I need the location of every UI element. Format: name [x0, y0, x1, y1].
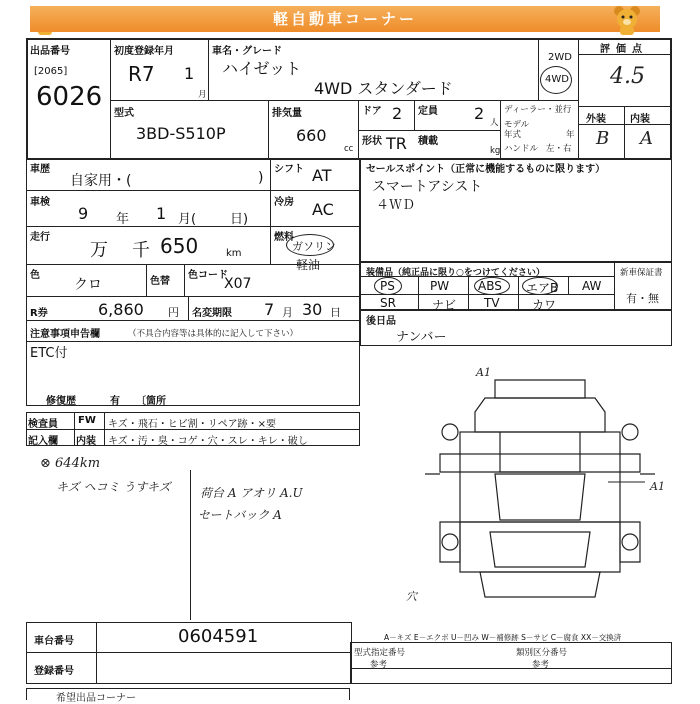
cert-sub-1: 参考 [370, 660, 388, 670]
model-value: 3BD-S510P [136, 124, 226, 143]
equip-airbag: エアB [526, 281, 559, 295]
inspector-r1-items: キズ・飛石・ヒビ割・リペア跡・×要 [108, 419, 276, 430]
inspector-r1-type: FW [78, 415, 96, 426]
cert-label-2: 類別区分番号 [516, 648, 568, 658]
name-change-day-unit: 日 [330, 306, 341, 319]
equip-tv: TV [484, 296, 500, 310]
name-change-label: 名変期限 [192, 308, 232, 319]
inspection-day-unit: 日) [230, 212, 249, 227]
mileage-man: 万 [90, 240, 108, 261]
capacity-value: 2 [474, 104, 485, 123]
score-value: 4.5 [610, 64, 645, 89]
body-value: TR [386, 134, 407, 153]
inspection-year: 9 [78, 204, 89, 223]
mileage-unit: km [226, 248, 242, 259]
score-label: 評価点 [600, 44, 648, 55]
equip-abs: ABS [478, 279, 502, 293]
doors-label: ドア [362, 106, 382, 117]
color-kind-label: 色替 [150, 276, 170, 287]
equip-leather: カワ [532, 298, 557, 312]
car-label: 車名・グレード [212, 46, 282, 57]
fuel-label: 燃料 [274, 232, 294, 243]
reg-month: 1 [184, 64, 195, 83]
ac-value: AC [312, 200, 334, 219]
equip-sr: SR [380, 296, 396, 310]
handnote-4: セートバック A [198, 508, 282, 522]
recycle-value: 有・無 [626, 292, 659, 305]
reg-month-unit: 月 [198, 90, 207, 100]
color-label: 色 [30, 270, 40, 281]
inspection-label: 車検 [30, 197, 50, 208]
equip-airbag-circle [522, 277, 558, 295]
equip-ps: PS [380, 279, 395, 293]
capacity-unit: 人 [490, 118, 499, 128]
color-code: X07 [224, 276, 252, 292]
inspector-r2-items: キズ・汚・臭・コゲ・穴・スレ・キレ・破し [108, 436, 308, 447]
ac-label: 冷房 [274, 197, 294, 208]
cert-sub-2: 参考 [532, 660, 550, 670]
dealer-year-unit: 年 [566, 130, 575, 140]
capacity-label: 定員 [418, 106, 438, 117]
inspection-month: 1 [156, 204, 167, 223]
notes-line1: ETC付 [30, 346, 68, 361]
exterior-value: B [596, 128, 610, 149]
equip-pw: PW [430, 279, 450, 293]
color-value: クロ [74, 277, 102, 293]
inspection-month-unit: 月( [178, 212, 197, 227]
car-damage-diagram [420, 362, 660, 612]
mileage-sen: 千 [132, 240, 150, 261]
chassis-value: 0604591 [178, 626, 259, 647]
reg-year: R7 [128, 62, 155, 86]
repair-value: 有 [110, 396, 120, 407]
sales-point-line2: ４ＷＤ [376, 198, 416, 213]
history-label: 車歴 [30, 164, 50, 175]
diagram-mark-3: 穴 [406, 590, 417, 603]
mileage-label: 走行 [30, 232, 50, 243]
loading-unit: kg [490, 146, 501, 156]
diagram-mark-2: A1 [650, 480, 665, 493]
displacement-value: 660 [296, 126, 327, 145]
name-change-month: 7 [264, 300, 275, 319]
name-change-day: 30 [302, 300, 323, 319]
registration-label: 登録番号 [34, 666, 74, 677]
diagram-mark-1: A1 [476, 366, 491, 379]
inspector-r1-label: 検査員 [28, 419, 58, 430]
sales-point-line1: スマートアシスト [372, 179, 483, 195]
loading-label: 積載 [418, 136, 438, 147]
lot-small: [2065] [34, 66, 68, 77]
fuel-diesel: 軽油 [296, 258, 321, 272]
legend: A－キズ E－エクボ U－凹み W－補修跡 S－サビ C－腐食 XX－交換済 [384, 633, 622, 642]
displacement-unit: cc [344, 144, 354, 154]
car-grade: 4WD スタンダード [314, 79, 453, 98]
equip-ps-circle [374, 277, 402, 295]
inspector-r2-label: 記入欄 [28, 436, 58, 447]
drive-4wd: 4WD [545, 74, 569, 85]
drive-2wd: 2WD [548, 52, 572, 63]
dealer-handle-label: ハンドル [504, 144, 539, 154]
exterior-label: 外装 [586, 114, 606, 125]
displacement-label: 排気量 [272, 108, 302, 119]
interior-value: A [640, 128, 653, 149]
name-change-month-unit: 月 [282, 306, 293, 319]
attachments-value: ナンバー [396, 330, 447, 345]
handnote-2: キズ ヘコミ うすキズ [56, 480, 171, 494]
bear-icon-right [612, 4, 642, 36]
history-close: ) [258, 170, 264, 186]
notes-label: 注意事項申告欄 [30, 329, 100, 340]
r-ticket-unit: 円 [168, 306, 179, 319]
equip-aw: AW [582, 279, 602, 293]
car-name: ハイゼット [222, 59, 302, 78]
fuel-gasoline: ガソリン [292, 240, 336, 253]
dealer-model-label: モデル [504, 120, 530, 130]
equip-abs-circle [474, 277, 510, 295]
sales-point-label: セールスポイント（正常に機能するものに限ります） [366, 164, 606, 175]
handnote-1: ⊗ 644km [40, 456, 101, 471]
body-label: 形状 [362, 136, 382, 147]
r-ticket-value: 6,860 [98, 300, 144, 319]
doors-value: 2 [392, 104, 403, 123]
color-code-label: 色コード [188, 270, 228, 281]
chassis-label: 車台番号 [34, 636, 74, 647]
lot-label: 出品番号 [30, 46, 70, 57]
notes-frame [26, 320, 360, 406]
lot-number: 6026 [36, 82, 103, 112]
recycle-label: 新車保証書 [620, 268, 663, 278]
inspection-year-unit: 年 [116, 212, 130, 227]
repair-label: 修復歴 [46, 396, 76, 407]
footer-label: 希望出品コーナー [56, 693, 136, 704]
attachments-label: 後日品 [366, 316, 396, 327]
inspector-r2-type: 内装 [76, 436, 96, 447]
dealer-label: ディーラー・並行 [504, 105, 572, 115]
notes-sub: （不具合内容等は具体的に記入して下さい） [128, 329, 299, 339]
shift-value: AT [312, 166, 332, 185]
reg-label: 初度登録年月 [114, 46, 174, 57]
cert-label-1: 型式指定番号 [354, 648, 406, 658]
history-value: 自家用・( [70, 173, 132, 189]
model-label: 型式 [114, 108, 134, 119]
banner: 軽自動車コーナー [30, 6, 660, 32]
r-ticket-label: R券 [30, 308, 48, 319]
interior-label: 内装 [630, 114, 650, 125]
mileage-value: 650 [160, 234, 199, 258]
dealer-year-label: 年式 [504, 130, 522, 140]
handnote-3: 荷台 A アオリ A.U [200, 486, 303, 500]
equip-navi: ナビ [432, 298, 457, 312]
dealer-handle-value: 左・右 [546, 144, 572, 154]
repair-place: 〔箇所 [136, 396, 166, 407]
equipment-label: 装備品（純正品に限り○をつけてください） [366, 268, 545, 278]
shift-label: シフト [274, 164, 304, 175]
